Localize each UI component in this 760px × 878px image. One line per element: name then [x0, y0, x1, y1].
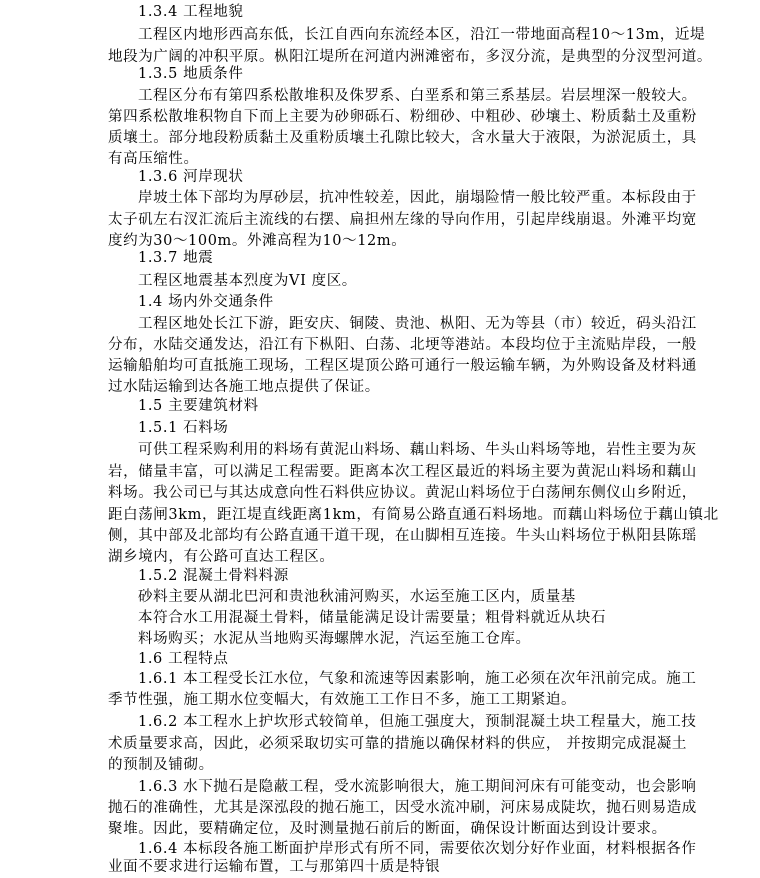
paragraph-line: 季节性强，施工期水位变幅大，有效施工工作日不多，施工工期紧迫。: [108, 692, 577, 708]
paragraph-line: 湖乡境内，有公路可直达工程区。: [108, 549, 335, 565]
paragraph-line: 工程区内地形西高东低，长江自西向东流经本区，沿江一带地面高程10～13m，近堤: [138, 27, 706, 43]
section-heading-1-5-2: 1.5.2 混凝土骨料料源: [138, 568, 289, 584]
paragraph-line: 分布，水陆交通发达，沿江有下枞阳、白荡、北埂等港站。本段均位于主流贴岸段，一般: [108, 337, 697, 353]
paragraph-line: 运输船舶均可直抵施工现场，工程区堤顶公路可通行一般运输车辆，为外购设备及材料通: [108, 358, 697, 374]
paragraph-line: 1.6.1 本工程受长江水位，气象和流速等因素影响，施工必须在次年汛前完成。施工: [138, 671, 697, 687]
paragraph-line: 聚堆。因此，要精确定位，及时测量抛石前后的断面，确保设计断面达到设计要求。: [108, 821, 667, 837]
paragraph-line: 可供工程采购利用的料场有黄泥山料场、藕山料场、牛头山料场等地，岩性主要为灰: [138, 442, 697, 458]
paragraph-line-cutoff: 业面不要求进行运输布置，工与那第四十质是特银: [108, 859, 441, 875]
paragraph-line: 过水陆运输到达各施工地点提供了保证。: [108, 379, 380, 395]
paragraph-line: 1.6.4 本标段各施工断面护岸形式有所不同，需要依次划分好作业面，材料根据各作: [138, 841, 697, 857]
paragraph-line: 地段为广阔的冲积平原。枞阳江堤所在河道内洲滩密布，多汊分流，是典型的分汊型河道。: [108, 49, 712, 65]
paragraph-line: 工程区分布有第四系松散堆积及侏罗系、白垩系和第三系基层。岩层埋深一般较大。: [138, 88, 697, 104]
paragraph-line: 第四系松散堆积物自下而上主要为砂卵砾石、粉细砂、中粗砂、砂壤土、粉质黏土及重粉: [108, 109, 697, 125]
paragraph-line: 有高压缩性。: [108, 151, 199, 167]
paragraph-line: 抛石的准确性，尤其是深泓段的抛石施工，因受水流冲刷，河床易成陡坎，抛石则易造成: [108, 800, 697, 816]
paragraph-line: 本符合水工用混凝土骨料，储量能满足设计需要量；粗骨料就近从块石: [138, 610, 607, 626]
paragraph-line: 1.6.2 本工程水上护坎形式较简单，但施工强度大，预制混凝土块工程量大，施工技: [138, 714, 697, 730]
section-heading-1-3-7: 1.3.7 地震: [138, 250, 214, 266]
paragraph-line: 工程区地震基本烈度为VI 度区。: [138, 273, 357, 289]
paragraph-line: 术质量要求高，因此，必须采取切实可靠的措施以确保材料的供应， 并按期完成混凝土: [108, 736, 688, 752]
paragraph-line: 砂料主要从湖北巴河和贵池秋浦河购买，水运至施工区内，质量基: [138, 589, 576, 605]
paragraph-line: 的预制及铺砌。: [108, 757, 214, 773]
section-heading-1-4: 1.4 场内外交通条件: [138, 294, 274, 310]
section-heading-1-3-4: 1.3.4 工程地貌: [138, 4, 244, 20]
paragraph-line: 岸坡土体下部均为厚砂层，抗冲性较差，因此，崩塌险情一般比较严重。本标段由于: [138, 190, 697, 206]
section-heading-1-5-1: 1.5.1 石料场: [138, 420, 229, 436]
paragraph-line: 质壤土。部分地段粉质黏土及重粉质壤土孔隙比较大，含水量大于液限，为淤泥质土，具: [108, 130, 697, 146]
paragraph-line: 1.6.3 水下抛石是隐蔽工程，受水流影响很大，施工期间河床有可能变动，也会影响: [138, 779, 697, 795]
paragraph-line: 太子矶左右汊汇流后主流线的右摆、扁担州左缘的导向作用，引起岸线崩退。外滩平均宽: [108, 212, 697, 228]
paragraph-line: 岩，储量丰富，可以满足工程需要。距离本次工程区最近的料场主要为黄泥山料场和藕山: [108, 464, 697, 480]
paragraph-line: 工程区地处长江下游，距安庆、铜陵、贵池、枞阳、无为等县（市）较近，码头沿江: [138, 316, 697, 332]
section-heading-1-3-5: 1.3.5 地质条件: [138, 66, 244, 82]
section-heading-1-3-6: 1.3.6 河岸现状: [138, 169, 244, 185]
paragraph-line: 料场购买；水泥从当地购买海螺牌水泥，汽运至施工仓库。: [138, 631, 531, 647]
paragraph-line: 侧，其中部及北部均有公路直通干道干现，在山脚相互连接。牛头山料场位于枞阳县陈瑶: [108, 528, 697, 544]
paragraph-line: 距白荡闸3km，距江堤直线距离1km，有简易公路直通石料场地。而藕山料场位于藕山镇北: [108, 507, 719, 523]
section-heading-1-6: 1.6 工程特点: [138, 651, 229, 667]
section-heading-1-5: 1.5 主要建筑材料: [138, 398, 259, 414]
paragraph-line: 度约为30～100m。外滩高程为10～12m。: [108, 233, 407, 249]
paragraph-line: 料场。我公司已与其达成意向性石料供应协议。黄泥山料场位于白荡闸东侧仪山乡附近，: [108, 485, 697, 501]
